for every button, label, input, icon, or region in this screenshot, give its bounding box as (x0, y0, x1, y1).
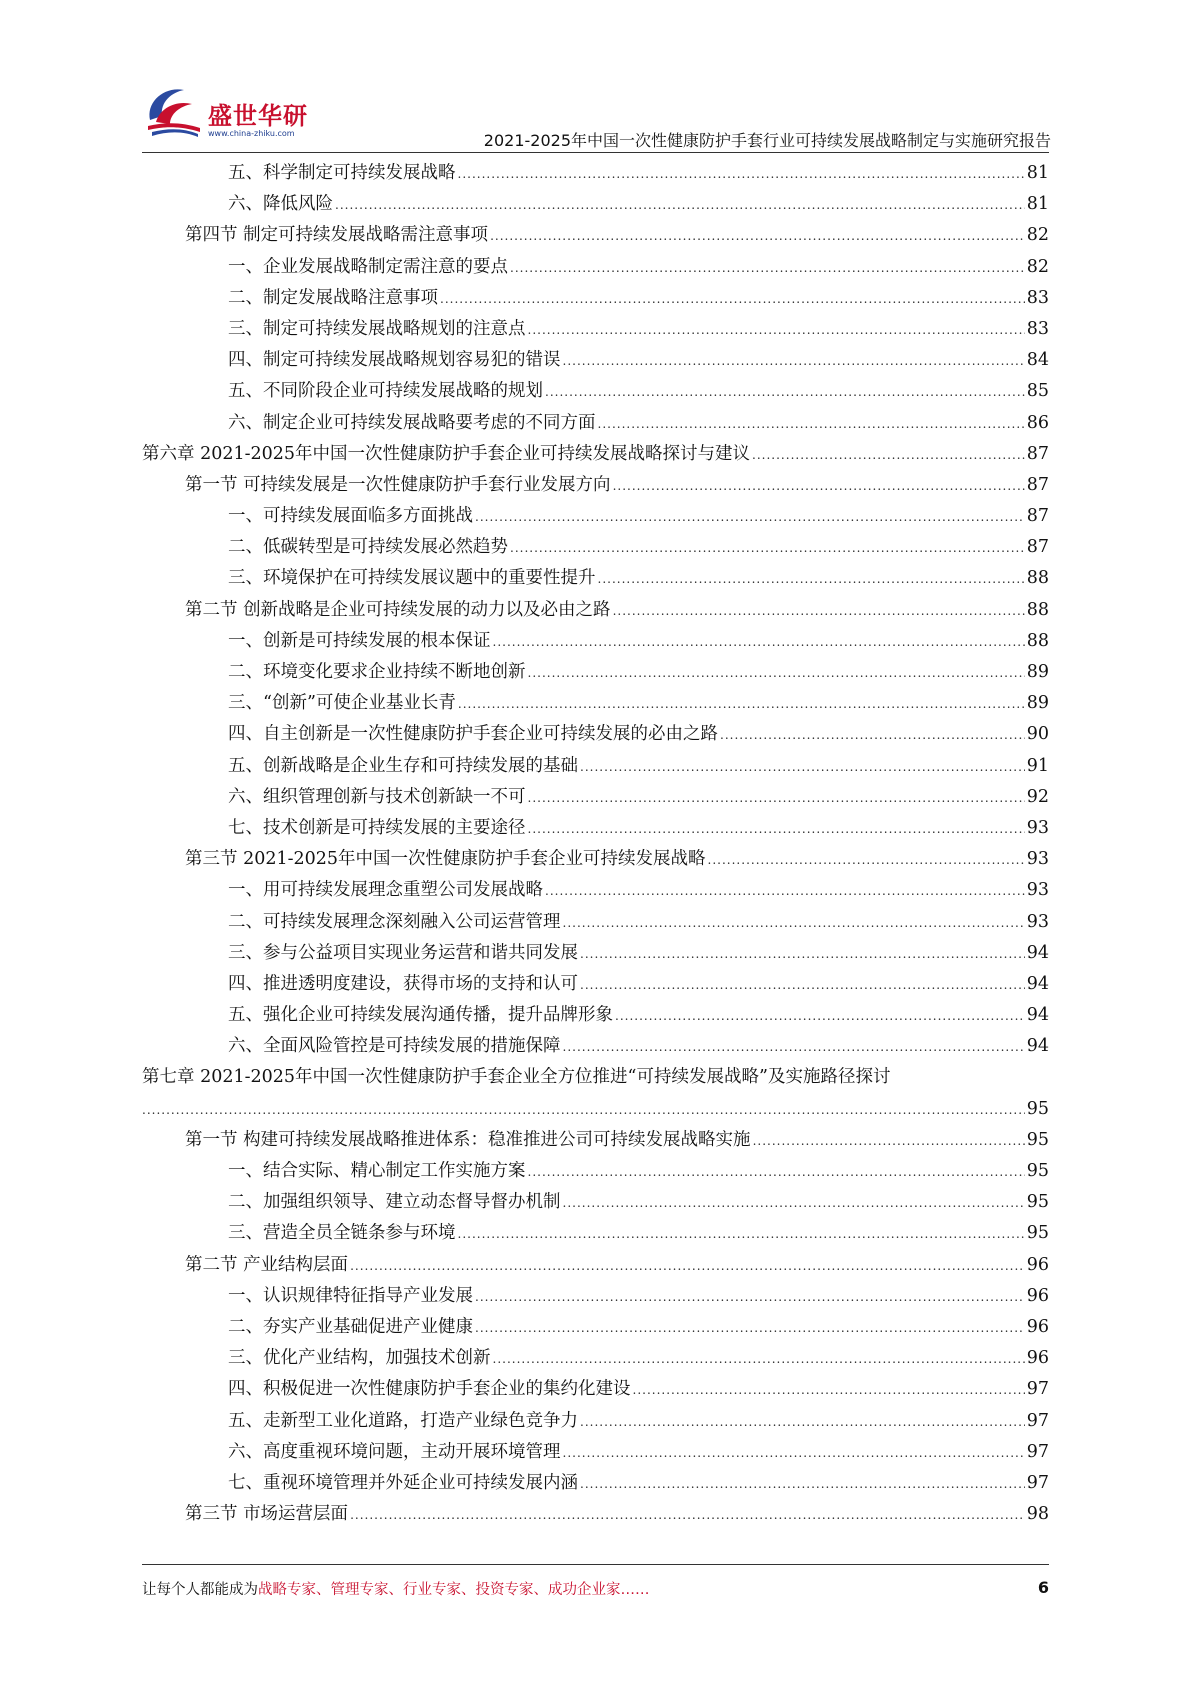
toc-leader-dots (528, 315, 1025, 346)
toc-entry-page: 95 (1026, 1161, 1049, 1181)
toc-entry-title: 五、科学制定可持续发展战略 (228, 163, 456, 183)
toc-leader-dots (580, 939, 1025, 970)
toc-entry[interactable] (142, 563, 1049, 594)
toc-leader-dots (493, 1344, 1025, 1375)
toc-entry-page: 96 (1026, 1348, 1049, 1369)
toc-entry-title: 五、创新战略是企业生存和可持续发展的基础 (228, 755, 578, 776)
toc-leader-dots (563, 1438, 1025, 1469)
toc-entry-page: 98 (1026, 1504, 1049, 1525)
toc-entry-page: 97 (1026, 1472, 1049, 1493)
toc-entry-title: 六、组织管理创新与技术创新缺一不可 (228, 786, 526, 807)
toc-entry-page: 87 (1026, 506, 1049, 527)
toc-entry-title: 三、制定可持续发展战略规划的注意点 (228, 318, 526, 339)
toc-entry-title: 二、环境变化要求企业持续不断地创新 (228, 662, 526, 682)
toc-leader-dots (720, 720, 1025, 751)
toc-entry-page: 88 (1026, 599, 1049, 620)
logo-url: www.china-zhiku.com (208, 129, 295, 138)
toc-leader-dots (598, 409, 1025, 440)
toc-entry-title: 第六章 2021-2025年中国一次性健康防护手套企业可持续发展战略探讨与建议 (142, 443, 751, 464)
toc-entry-page: 94 (1026, 1036, 1049, 1057)
toc-entry-title: 第二节 产业结构层面 (185, 1254, 349, 1275)
toc-entry-page: 87 (1026, 474, 1049, 495)
toc-entry[interactable] (142, 1406, 1049, 1437)
toc-entry[interactable] (142, 626, 1049, 657)
footer-slogan-lead: 让每个人都能成为 (142, 1582, 258, 1598)
toc-entry-title: 一、可持续发展面临多方面挑战 (228, 506, 473, 527)
toc-entry-page: 94 (1026, 973, 1049, 994)
document-title: 2021-2025年中国一次性健康防护手套行业可持续发展战略制定与实施研究报告 (483, 131, 1051, 150)
toc-entry-title: 三、“创新”可使企业基业长青 (228, 693, 456, 714)
toc-entry[interactable] (142, 969, 1049, 1000)
toc-entry-page: 89 (1026, 693, 1049, 714)
toc-entry-page: 85 (1026, 381, 1049, 402)
toc-entry[interactable] (142, 283, 1049, 314)
toc-entry[interactable] (142, 376, 1049, 407)
toc-entry-page: 81 (1026, 194, 1049, 215)
toc-entry-title: 第七章 2021-2025年中国一次性健康防护手套企业全方位推进“可持续发展战略”及实施路径探讨 (142, 1067, 891, 1088)
toc-entry[interactable] (142, 595, 1049, 626)
toc-entry-title: 第一节 可持续发展是一次性健康防护手套行业发展方向 (185, 474, 611, 495)
toc-leader-dots (350, 1500, 1025, 1531)
toc-entry-title: 三、参与公益项目实现业务运营和谐共同发展 (228, 942, 578, 963)
toc-leader-dots (633, 1375, 1025, 1406)
toc-entry[interactable] (142, 1156, 1049, 1187)
toc-entry[interactable] (142, 1218, 1049, 1249)
toc-entry[interactable] (142, 1125, 1049, 1156)
logo (142, 82, 312, 152)
toc-leader-dots (613, 596, 1025, 627)
toc-entry[interactable] (142, 719, 1049, 750)
toc-entry[interactable] (142, 1062, 1049, 1093)
toc-entry-page: 91 (1026, 755, 1049, 776)
table-of-contents (142, 158, 1049, 1530)
toc-leader-dots (475, 1282, 1025, 1313)
toc-entry[interactable] (142, 220, 1049, 251)
toc-entry[interactable] (142, 1187, 1049, 1218)
toc-entry-page: 87 (1026, 537, 1049, 558)
toc-leader-dots (475, 1313, 1025, 1344)
toc-entry[interactable] (142, 938, 1049, 969)
toc-leader-dots (545, 876, 1025, 907)
toc-entry-title: 二、制定发展战略注意事项 (228, 287, 438, 308)
toc-entry-page: 82 (1026, 225, 1049, 246)
toc-leader-dots (580, 1469, 1025, 1500)
toc-entry-title: 七、重视环境管理并外延企业可持续发展内涵 (228, 1472, 578, 1493)
toc-entry[interactable] (142, 314, 1049, 345)
toc-entry-title: 四、制定可持续发展战略规划容易犯的错误 (228, 350, 561, 371)
toc-leader-dots (510, 533, 1025, 564)
toc-leader-dots (753, 1126, 1025, 1157)
toc-leader-dots (708, 845, 1025, 876)
toc-entry[interactable] (142, 657, 1049, 688)
toc-entry-title: 第四节 制定可持续发展战略需注意事项 (185, 225, 489, 246)
toc-entry-page: 92 (1026, 786, 1049, 807)
toc-entry-page: 95 (1026, 1223, 1049, 1244)
toc-entry[interactable] (142, 1281, 1049, 1312)
toc-entry[interactable] (142, 189, 1049, 220)
toc-entry-page: 94 (1026, 1005, 1049, 1026)
page-header (0, 0, 1191, 150)
toc-entry-page: 97 (1026, 1410, 1049, 1431)
toc-entry-title: 七、技术创新是可持续发展的主要途径 (228, 817, 526, 838)
toc-entry-title: 四、自主创新是一次性健康防护手套企业可持续发展的必由之路 (228, 724, 718, 745)
toc-entry-title: 二、低碳转型是可持续发展必然趋势 (228, 537, 508, 558)
header-divider (142, 152, 1049, 153)
toc-leader-dots (563, 1188, 1025, 1219)
toc-entry-title: 三、营造全员全链条参与环境 (228, 1223, 456, 1244)
toc-entry[interactable] (142, 1031, 1049, 1062)
toc-entry-title: 第一节 构建可持续发展战略推进体系：稳准推进公司可持续发展战略实施 (185, 1129, 751, 1150)
toc-leader-dots (563, 1032, 1025, 1063)
toc-entry[interactable] (142, 470, 1049, 501)
footer-divider (142, 1564, 1049, 1565)
toc-entry[interactable] (142, 1000, 1049, 1031)
toc-entry[interactable] (142, 252, 1049, 283)
toc-entry[interactable] (142, 1343, 1049, 1374)
toc-entry[interactable] (142, 875, 1049, 906)
toc-entry-page: 83 (1026, 318, 1049, 339)
toc-entry-page: 86 (1026, 412, 1049, 433)
toc-entry-page: 97 (1026, 1441, 1049, 1462)
toc-leader-dots (350, 1251, 1025, 1282)
toc-entry-title: 第三节 市场运营层面 (185, 1504, 349, 1525)
toc-entry-page: 87 (1026, 443, 1049, 464)
toc-entry-page: 82 (1026, 256, 1049, 277)
toc-leader-dots (613, 471, 1025, 502)
toc-leader-dots (580, 752, 1025, 783)
toc-entry[interactable] (142, 158, 1049, 189)
page-number: 6 (1037, 1578, 1049, 1597)
toc-entry-title: 二、可持续发展理念深刻融入公司运营管理 (228, 911, 561, 932)
toc-entry-title: 二、加强组织领导、建立动态督导督办机制 (228, 1192, 561, 1213)
logo-icon (142, 82, 206, 142)
toc-entry-page: 81 (1026, 163, 1049, 183)
toc-entry-page: 96 (1026, 1254, 1049, 1275)
toc-entry-page: 88 (1026, 568, 1049, 589)
toc-entry-page: 84 (1026, 350, 1049, 371)
toc-leader-dots (528, 814, 1025, 845)
toc-leader-dots (475, 502, 1025, 533)
logo-text: 盛世华研 (208, 102, 308, 130)
toc-entry-title: 第三节 2021-2025年中国一次性健康防护手套企业可持续发展战略 (185, 849, 706, 870)
toc-leader-dots (490, 221, 1025, 252)
toc-entry-page: 95 (1026, 1192, 1049, 1213)
toc-entry-page: 96 (1026, 1285, 1049, 1306)
toc-entry[interactable] (142, 813, 1049, 844)
toc-entry-title: 一、企业发展战略制定需注意的要点 (228, 256, 508, 277)
toc-entry-page: 95 (1026, 1129, 1049, 1150)
toc-leader-dots (458, 689, 1025, 720)
toc-entry-title: 三、环境保护在可持续发展议题中的重要性提升 (228, 568, 596, 589)
toc-entry-title: 六、全面风险管控是可持续发展的措施保障 (228, 1036, 561, 1057)
toc-entry-page: 96 (1026, 1316, 1049, 1337)
toc-leader-dots (545, 377, 1025, 408)
toc-entry[interactable] (142, 782, 1049, 813)
toc-entry-page: 93 (1026, 880, 1049, 901)
toc-entry-page: 90 (1026, 724, 1049, 745)
toc-entry-title: 六、降低风险 (228, 194, 333, 215)
toc-leader-dots (580, 970, 1025, 1001)
toc-entry-title: 二、夯实产业基础促进产业健康 (228, 1316, 473, 1337)
toc-entry-page: 93 (1026, 911, 1049, 932)
toc-entry-page: 95 (1026, 1098, 1049, 1119)
toc-leader-dots (458, 159, 1025, 190)
toc-entry[interactable] (142, 1250, 1049, 1281)
toc-entry[interactable] (142, 439, 1049, 470)
toc-entry[interactable] (142, 532, 1049, 563)
toc-entry-title: 一、结合实际、精心制定工作实施方案 (228, 1161, 526, 1181)
toc-entry-title: 一、创新是可持续发展的根本保证 (228, 630, 491, 651)
toc-entry-page: 88 (1026, 630, 1049, 651)
toc-entry-title: 第二节 创新战略是企业可持续发展的动力以及必由之路 (185, 599, 611, 620)
toc-entry[interactable] (142, 751, 1049, 782)
toc-entry[interactable] (142, 844, 1049, 875)
toc-leader-dots (142, 1095, 1025, 1126)
toc-entry[interactable] (142, 688, 1049, 719)
toc-entry-title: 六、高度重视环境问题，主动开展环境管理 (228, 1441, 561, 1462)
toc-leader-dots (528, 658, 1025, 689)
toc-entry[interactable] (142, 1312, 1049, 1343)
toc-leader-dots (528, 1157, 1025, 1188)
toc-entry-title: 六、制定企业可持续发展战略要考虑的不同方面 (228, 412, 596, 433)
toc-leader-dots (563, 346, 1025, 377)
toc-leader-dots (752, 440, 1025, 471)
footer-slogan-highlight: 战略专家、管理专家、行业专家、投资专家、成功企业家…… (258, 1582, 650, 1598)
toc-entry-page: 89 (1026, 662, 1049, 682)
toc-entry[interactable] (142, 1468, 1049, 1499)
toc-entry[interactable] (142, 1499, 1049, 1530)
toc-entry[interactable] (142, 345, 1049, 376)
toc-entry[interactable] (142, 1437, 1049, 1468)
toc-entry-page: 83 (1026, 287, 1049, 308)
toc-leader-dots (615, 1001, 1025, 1032)
toc-leader-dots (458, 1219, 1025, 1250)
toc-entry-title: 一、用可持续发展理念重塑公司发展战略 (228, 880, 543, 901)
toc-leader-dots (335, 190, 1025, 221)
toc-entry-title: 四、推进透明度建设，获得市场的支持和认可 (228, 973, 578, 994)
toc-entry-page: 97 (1026, 1379, 1049, 1400)
toc-entry-title: 五、不同阶段企业可持续发展战略的规划 (228, 381, 543, 402)
toc-leader-dots (598, 564, 1025, 595)
toc-entry[interactable] (142, 1094, 1049, 1125)
toc-entry-page: 93 (1026, 817, 1049, 838)
toc-entry-title: 三、优化产业结构，加强技术创新 (228, 1348, 491, 1369)
toc-entry-title: 五、走新型工业化道路，打造产业绿色竞争力 (228, 1410, 578, 1431)
toc-leader-dots (440, 284, 1025, 315)
page-footer (142, 1578, 1049, 1602)
toc-leader-dots (580, 1407, 1025, 1438)
toc-entry[interactable] (142, 408, 1049, 439)
toc-leader-dots (563, 908, 1025, 939)
toc-entry-page: 94 (1026, 942, 1049, 963)
toc-leader-dots (493, 627, 1025, 658)
toc-entry-page: 93 (1026, 849, 1049, 870)
toc-entry[interactable] (142, 1374, 1049, 1405)
toc-entry[interactable] (142, 907, 1049, 938)
toc-leader-dots (510, 253, 1025, 284)
toc-entry[interactable] (142, 501, 1049, 532)
toc-entry-title: 四、积极促进一次性健康防护手套企业的集约化建设 (228, 1379, 631, 1400)
toc-entry-title: 一、认识规律特征指导产业发展 (228, 1285, 473, 1306)
toc-leader-dots (528, 783, 1025, 814)
toc-entry-title: 五、强化企业可持续发展沟通传播，提升品牌形象 (228, 1005, 613, 1026)
